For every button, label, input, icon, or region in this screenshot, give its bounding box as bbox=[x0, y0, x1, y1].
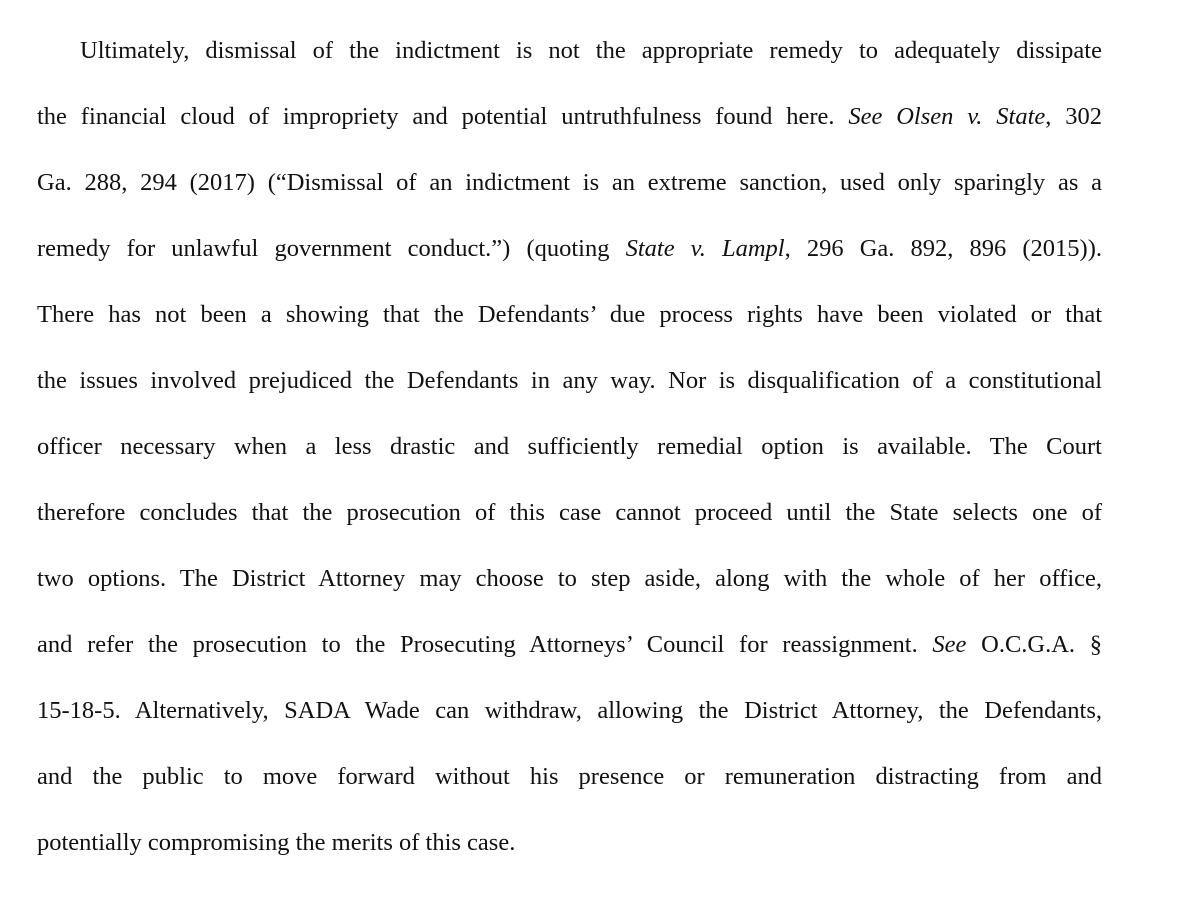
line-text: remedy for unlawful government conduct.”) (quoting bbox=[37, 235, 626, 262]
line-text: Ultimately, dismissal of the indictment is not the appropriate remedy to adequately dissipate bbox=[80, 37, 1102, 64]
paragraph-line-10 bbox=[37, 630, 1102, 660]
paragraph-line-3 bbox=[37, 168, 1102, 198]
paragraph-line-6 bbox=[37, 366, 1102, 396]
line-text: the financial cloud of impropriety and potential untruthfulness found here. bbox=[37, 103, 849, 130]
paragraph-line-13 bbox=[37, 828, 1102, 858]
line-text: two options. The District Attorney may choose to step aside, along with the whole of her office, bbox=[37, 565, 1102, 592]
case-citation-olsen: See Olsen v. State bbox=[848, 103, 1046, 130]
paragraph-line-8 bbox=[37, 498, 1102, 528]
line-text: potentially compromising the merits of this case. bbox=[37, 829, 516, 856]
signal-see: See bbox=[932, 631, 967, 658]
paragraph-line-9 bbox=[37, 564, 1102, 594]
paragraph-line-4 bbox=[37, 234, 1102, 264]
paragraph-line-11 bbox=[37, 696, 1102, 726]
line-text: 15-18-5. Alternatively, SADA Wade can withdraw, allowing the District Attorney, the Defendants, bbox=[37, 697, 1102, 724]
line-text: O.C.G.A. § bbox=[966, 631, 1102, 658]
line-text: There has not been a showing that the Defendants’ due process rights have been violated or that bbox=[37, 301, 1102, 328]
line-text: officer necessary when a less drastic and sufficiently remedial option is available. The Court bbox=[37, 433, 1102, 460]
line-text: the issues involved prejudiced the Defendants in any way. Nor is disqualification of a constitutional bbox=[37, 367, 1102, 394]
paragraph-line-7 bbox=[37, 432, 1102, 462]
case-citation-lampl: State v. Lampl bbox=[625, 235, 785, 262]
line-text: therefore concludes that the prosecution of this case cannot proceed until the State selects one of bbox=[37, 499, 1102, 526]
line-text: and the public to move forward without his presence or remuneration distracting from and bbox=[37, 763, 1102, 790]
paragraph-line-12 bbox=[37, 762, 1102, 792]
paragraph-line-2 bbox=[37, 102, 1102, 132]
paragraph-line-1 bbox=[80, 36, 1102, 66]
line-text: , 302 bbox=[1045, 103, 1102, 130]
line-text: Ga. 288, 294 (2017) (“Dismissal of an indictment is an extreme sanction, used only sparingly as a bbox=[37, 169, 1102, 196]
paragraph-line-5 bbox=[37, 300, 1102, 330]
line-text: and refer the prosecution to the Prosecuting Attorneys’ Council for reassignment. bbox=[37, 631, 933, 658]
line-text: , 296 Ga. 892, 896 (2015)). bbox=[784, 235, 1102, 262]
